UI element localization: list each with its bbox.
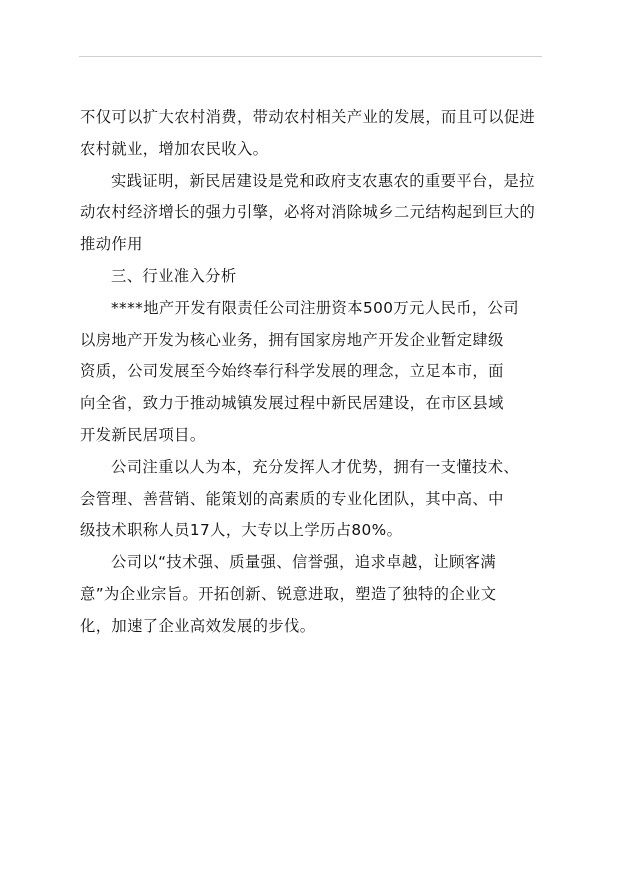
text-line: 公司以“技术强、质量强、信誉强，追求卓越，让顾客满 (111, 553, 497, 572)
text-line: 农村就业，增加农民收入。 (80, 139, 269, 158)
text-line: 意”为企业宗旨。开拓创新、锐意进取，塑造了独特的企业文 (80, 584, 497, 603)
text-line: 不仅可以扩大农村消费，带动农村相关产业的发展，而且可以促进 (80, 108, 536, 126)
text-line: 化，加速了企业高效发展的步伐。 (80, 616, 316, 635)
text-line: 资质，公司发展至今始终奉行科学发展的理念，立足本市，面 (80, 362, 504, 381)
text-line: 动农村经济增长的强力引擎，必将对消除城乡二元结构起到巨大的 (80, 203, 536, 222)
text-line: 以房地产开发为核心业务，拥有国家房地产开发企业暂定肆级 (80, 330, 504, 349)
header-divider (79, 56, 542, 57)
text-line: 级技术职称人员17人，大专以上学历占80%。 (80, 521, 403, 540)
text-line: 开发新民居项目。 (80, 425, 206, 444)
text-line: 向全省，致力于推动城镇发展过程中新民居建设，在市区县域 (80, 394, 504, 413)
text-line: 会管理、善营销、能策划的高素质的专业化团队，其中高、中 (80, 489, 504, 508)
text-line: 公司注重以人为本，充分发挥人才优势，拥有一支懂技术、 (111, 457, 520, 476)
text-line: 推动作用 (80, 235, 143, 254)
text-line: ****地产开发有限责任公司注册资本500万元人民币，公司 (111, 298, 519, 317)
document-body (80, 102, 540, 643)
section-heading: 三、行业准入分析 (111, 266, 237, 285)
text-line: 实践证明，新民居建设是党和政府支农惠农的重要平台，是拉 (111, 171, 535, 190)
